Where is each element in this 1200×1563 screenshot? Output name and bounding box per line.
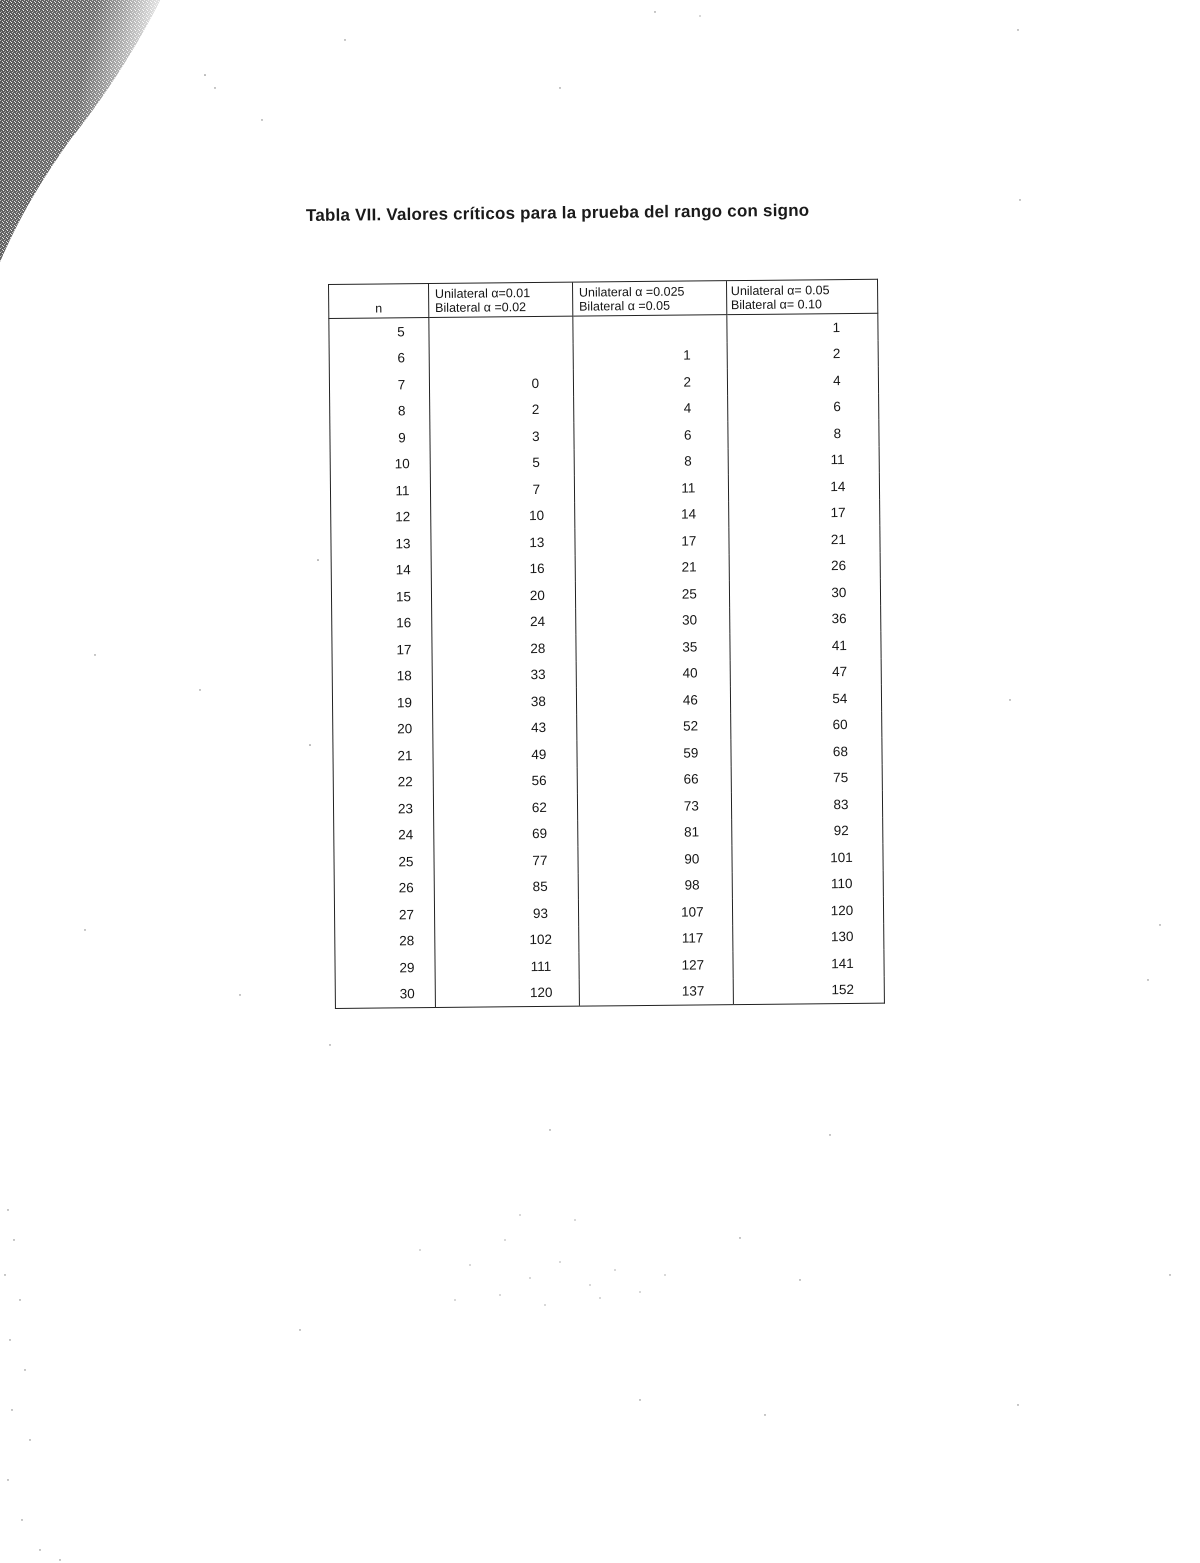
header-alpha-0025-unilateral: Unilateral α =0.025 <box>578 284 685 300</box>
cell-alpha-001: 93 <box>434 900 578 928</box>
cell-alpha-0025: 40 <box>576 660 730 688</box>
cell-n: 29 <box>335 954 435 981</box>
cell-alpha-0025 <box>573 315 727 343</box>
cell-alpha-005: 2 <box>727 340 878 368</box>
cell-alpha-005: 60 <box>730 711 881 739</box>
cell-alpha-0025: 2 <box>573 368 727 396</box>
cell-alpha-0025: 66 <box>577 766 731 794</box>
cell-alpha-001: 28 <box>432 635 576 663</box>
cell-n: 11 <box>330 477 430 504</box>
cell-n: 8 <box>330 398 430 425</box>
cell-alpha-0025: 1 <box>573 342 727 370</box>
cell-alpha-001: 0 <box>429 370 573 398</box>
cell-alpha-005: 110 <box>732 870 883 898</box>
cell-alpha-0025: 8 <box>574 448 728 476</box>
cell-alpha-001: 85 <box>434 873 578 901</box>
cell-alpha-0025: 14 <box>574 501 728 529</box>
cell-n: 23 <box>333 795 433 822</box>
cell-n: 30 <box>335 981 435 1009</box>
cell-alpha-005: 17 <box>728 499 879 527</box>
cell-n: 19 <box>332 689 432 716</box>
cell-n: 15 <box>331 583 431 610</box>
cell-alpha-0025: 137 <box>579 978 733 1006</box>
cell-alpha-005: 130 <box>732 923 883 951</box>
cell-alpha-0025: 6 <box>574 421 728 449</box>
cell-n: 14 <box>331 557 431 584</box>
cell-alpha-0025: 17 <box>575 527 729 555</box>
header-alpha-0025-bilateral: Bilateral α =0.05 <box>578 298 671 314</box>
cell-n: 24 <box>334 822 434 849</box>
cell-alpha-001: 38 <box>432 688 576 716</box>
cell-alpha-005: 1 <box>727 313 878 341</box>
cell-n: 17 <box>332 636 432 663</box>
cell-alpha-001: 77 <box>434 847 578 875</box>
cell-alpha-001: 3 <box>430 423 574 451</box>
cell-alpha-005: 4 <box>727 367 878 395</box>
cell-n: 18 <box>332 663 432 690</box>
header-alpha-0025 <box>572 281 726 316</box>
cell-n: 9 <box>330 424 430 451</box>
cell-alpha-0025: 90 <box>578 845 732 873</box>
cell-alpha-005: 120 <box>732 897 883 925</box>
cell-alpha-005: 6 <box>727 393 878 421</box>
cell-alpha-001: 120 <box>435 979 579 1007</box>
cell-alpha-005: 30 <box>729 579 880 607</box>
cell-alpha-001: 69 <box>434 820 578 848</box>
cell-alpha-001: 13 <box>431 529 575 557</box>
cell-alpha-001: 24 <box>432 608 576 636</box>
cell-alpha-001 <box>429 343 573 371</box>
cell-alpha-001: 5 <box>430 449 574 477</box>
cell-n: 27 <box>334 901 434 928</box>
header-alpha-005-unilateral: Unilateral α= 0.05 <box>730 283 830 299</box>
cell-alpha-005: 47 <box>730 658 881 686</box>
cell-alpha-0025: 4 <box>573 395 727 423</box>
cell-alpha-0025: 25 <box>575 580 729 608</box>
cell-alpha-001: 7 <box>430 476 574 504</box>
cell-alpha-005: 75 <box>731 764 882 792</box>
cell-alpha-005: 26 <box>729 552 880 580</box>
cell-alpha-005: 11 <box>728 446 879 474</box>
cell-alpha-0025: 30 <box>575 607 729 635</box>
cell-alpha-005: 152 <box>733 976 884 1004</box>
cell-alpha-005: 68 <box>731 738 882 766</box>
header-alpha-001-unilateral: Unilateral α=0.01 <box>434 286 531 301</box>
cell-alpha-0025: 107 <box>578 898 732 926</box>
cell-alpha-0025: 117 <box>579 925 733 953</box>
cell-alpha-001: 20 <box>431 582 575 610</box>
cell-n: 26 <box>334 875 434 902</box>
cell-alpha-001: 2 <box>430 396 574 424</box>
cell-alpha-005: 36 <box>729 605 880 633</box>
cell-n: 5 <box>329 318 429 346</box>
cell-alpha-001: 33 <box>432 661 576 689</box>
header-alpha-005 <box>726 279 878 314</box>
cell-alpha-005: 14 <box>728 473 879 501</box>
cell-n: 13 <box>331 530 431 557</box>
cell-n: 20 <box>333 716 433 743</box>
cell-alpha-005: 21 <box>729 526 880 554</box>
table-body <box>329 313 885 1008</box>
cell-alpha-005: 83 <box>731 791 882 819</box>
cell-n: 28 <box>335 928 435 955</box>
cell-alpha-0025: 21 <box>575 554 729 582</box>
cell-alpha-0025: 59 <box>577 739 731 767</box>
cell-n: 25 <box>334 848 434 875</box>
header-n-label: n <box>375 301 383 316</box>
cell-alpha-0025: 73 <box>577 792 731 820</box>
header-alpha-001 <box>428 282 572 317</box>
cell-alpha-0025: 98 <box>578 872 732 900</box>
cell-alpha-0025: 81 <box>577 819 731 847</box>
cell-alpha-001: 56 <box>433 767 577 795</box>
cell-alpha-005: 41 <box>730 632 881 660</box>
header-alpha-005-bilateral: Bilateral α= 0.10 <box>730 297 823 313</box>
cell-alpha-001: 111 <box>435 953 579 981</box>
cell-alpha-0025: 11 <box>574 474 728 502</box>
table-row <box>335 976 884 1008</box>
cell-alpha-0025: 46 <box>576 686 730 714</box>
cell-n: 10 <box>330 451 430 478</box>
critical-values-table-wrapper <box>328 279 885 1032</box>
cell-alpha-001: 43 <box>433 714 577 742</box>
cell-alpha-001 <box>429 316 573 344</box>
cell-n: 16 <box>332 610 432 637</box>
cell-alpha-005: 101 <box>732 844 883 872</box>
cell-alpha-005: 92 <box>731 817 882 845</box>
cell-alpha-001: 102 <box>435 926 579 954</box>
cell-alpha-0025: 35 <box>576 633 730 661</box>
cell-alpha-0025: 127 <box>579 951 733 979</box>
cell-alpha-005: 8 <box>728 420 879 448</box>
header-alpha-001-bilateral: Bilateral α =0.02 <box>435 300 527 315</box>
cell-n: 22 <box>333 769 433 796</box>
cell-alpha-0025: 52 <box>576 713 730 741</box>
header-n <box>329 284 429 319</box>
cell-n: 6 <box>329 345 429 372</box>
table-title: Tabla VII. Valores críticos para la prueba del rango con signo <box>305 200 810 225</box>
cell-alpha-001: 10 <box>431 502 575 530</box>
critical-values-table <box>328 279 885 1009</box>
cell-alpha-005: 54 <box>730 685 881 713</box>
cell-n: 7 <box>329 371 429 398</box>
cell-alpha-001: 49 <box>433 741 577 769</box>
cell-n: 21 <box>333 742 433 769</box>
cell-n: 12 <box>331 504 431 531</box>
table-header-row <box>329 279 878 318</box>
cell-alpha-005: 141 <box>733 950 884 978</box>
cell-alpha-001: 62 <box>433 794 577 822</box>
cell-alpha-001: 16 <box>431 555 575 583</box>
